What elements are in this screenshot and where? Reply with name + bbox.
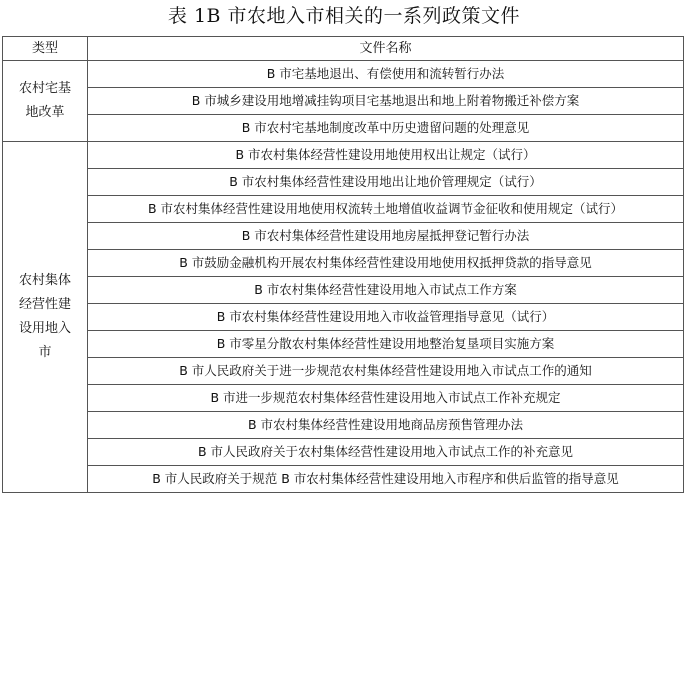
file-name-cell: B 市农村集体经营性建设用地入市试点工作方案 [88, 277, 684, 304]
table-row [3, 466, 684, 493]
file-name-cell: B 市鼓励金融机构开展农村集体经营性建设用地使用权抵押贷款的指导意见 [88, 250, 684, 277]
table-row [3, 61, 684, 88]
file-name-cell: B 市人民政府关于农村集体经营性建设用地入市试点工作的补充意见 [88, 439, 684, 466]
file-name-cell: B 市农村集体经营性建设用地出让地价管理规定（试行） [88, 169, 684, 196]
header-file-name: 文件名称 [88, 37, 684, 61]
table-row [3, 88, 684, 115]
file-name-cell: B 市零星分散农村集体经营性建设用地整治复垦项目实施方案 [88, 331, 684, 358]
table-row [3, 196, 684, 223]
table-row [3, 412, 684, 439]
table-row [3, 115, 684, 142]
category-cell: 农村宅基地改革 [3, 61, 88, 142]
table-row [3, 223, 684, 250]
table-row [3, 250, 684, 277]
file-name-cell: B 市城乡建设用地增减挂钩项目宅基地退出和地上附着物搬迁补偿方案 [88, 88, 684, 115]
table-row [3, 277, 684, 304]
file-name-cell: B 市农村集体经营性建设用地使用权出让规定（试行） [88, 142, 684, 169]
table-header-row [3, 37, 684, 61]
table-row [3, 142, 684, 169]
table-row [3, 358, 684, 385]
file-name-cell: B 市宅基地退出、有偿使用和流转暂行办法 [88, 61, 684, 88]
table-caption: 表 1B 市农地入市相关的一系列政策文件 [167, 5, 521, 27]
file-name-cell: B 市农村集体经营性建设用地商品房预售管理办法 [88, 412, 684, 439]
file-name-cell: B 市农村集体经营性建设用地房屋抵押登记暂行办法 [88, 223, 684, 250]
file-name-cell: B 市农村集体经营性建设用地入市收益管理指导意见（试行） [88, 304, 684, 331]
file-name-cell: B 市人民政府关于规范 B 市农村集体经营性建设用地入市程序和供后监管的指导意见 [88, 466, 684, 493]
table-row [3, 331, 684, 358]
table-row [3, 169, 684, 196]
table-row [3, 439, 684, 466]
category-cell: 农村集体经营性建设用地入市 [3, 142, 88, 493]
file-name-cell: B 市人民政府关于进一步规范农村集体经营性建设用地入市试点工作的通知 [88, 358, 684, 385]
file-name-cell: B 市农村宅基地制度改革中历史遗留问题的处理意见 [88, 115, 684, 142]
header-type: 类型 [3, 37, 88, 61]
table-row [3, 385, 684, 412]
table-row [3, 304, 684, 331]
policy-table [2, 36, 684, 493]
file-name-cell: B 市农村集体经营性建设用地使用权流转土地增值收益调节金征收和使用规定（试行） [88, 196, 684, 223]
file-name-cell: B 市进一步规范农村集体经营性建设用地入市试点工作补充规定 [88, 385, 684, 412]
